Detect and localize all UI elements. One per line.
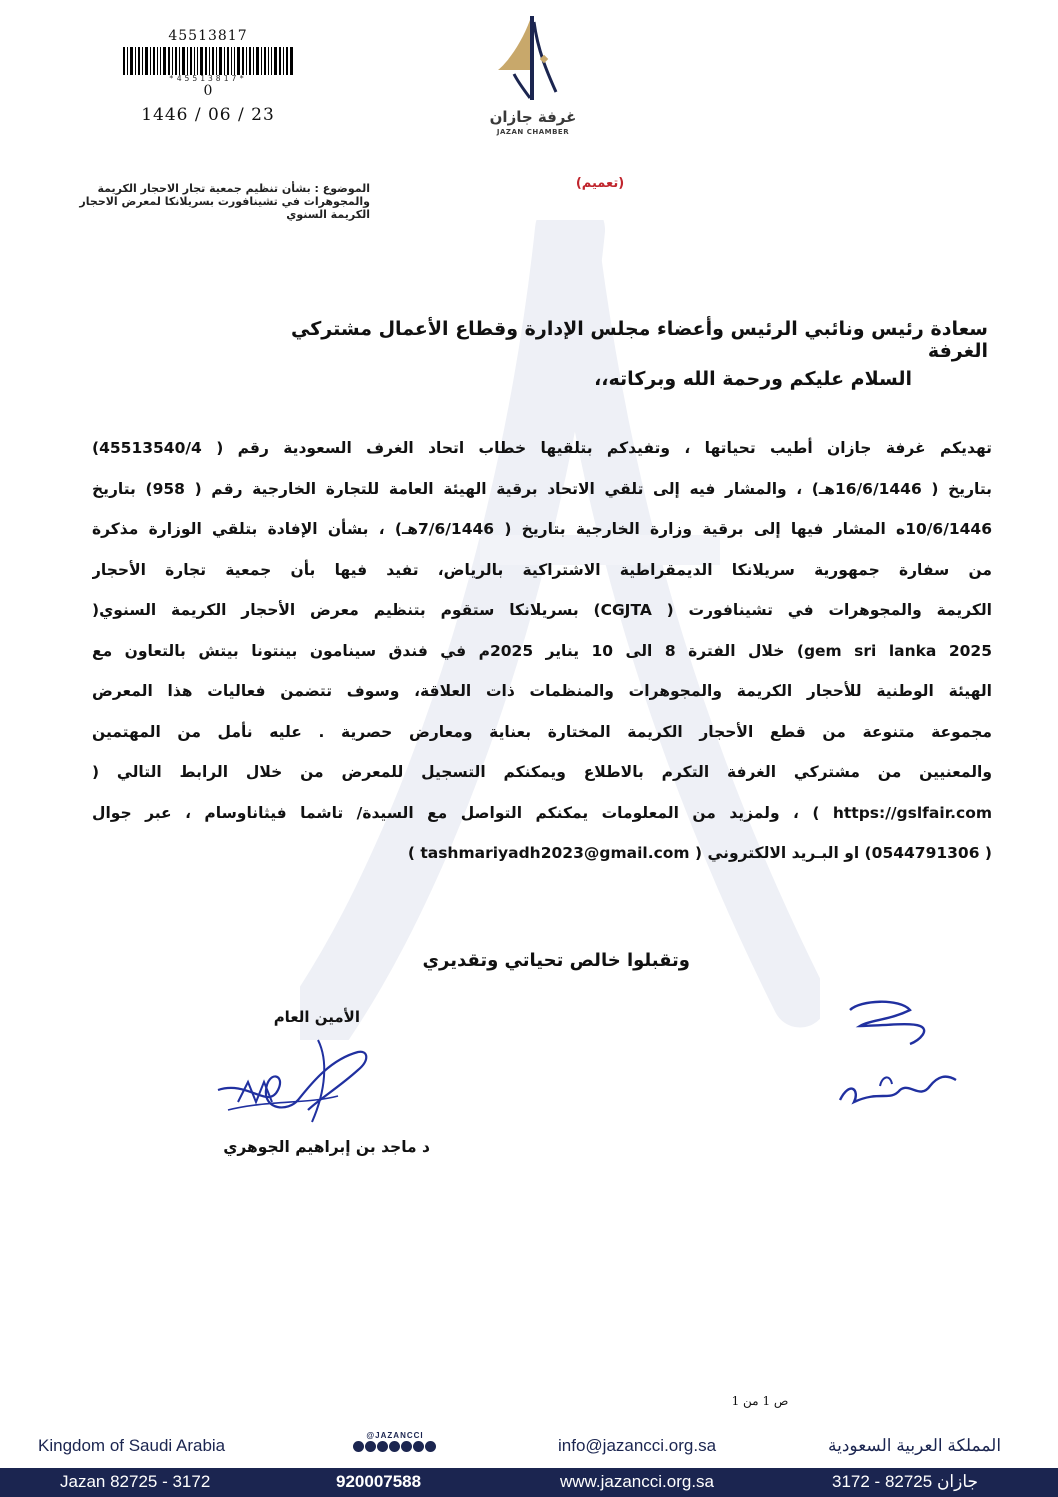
closing: وتقبلوا خالص تحياتي وتقديري: [422, 950, 690, 971]
footer-address-en: Jazan 82725 - 3172: [60, 1472, 211, 1491]
body-line: 10/6/1446ه المشار فيها إلى برقية وزارة الخارجية بتاريخ ( 7/6/1446هـ) ، بشأن الإفادة بتلقي الوزارة مذكرة: [92, 520, 992, 538]
addressee: سعادة رئيس ونائبي الرئيس وأعضاء مجلس الإدارة وقطاع الأعمال مشتركي الغرفة: [291, 318, 988, 362]
letter-body: [92, 428, 992, 874]
barcode-zero: 0: [203, 83, 213, 99]
subject-line: والمجوهرات في تشينافورت بسريلانكا لمعرض الاحجار: [79, 195, 370, 208]
subject-line: الكريمة السنوي: [286, 208, 370, 221]
social-icon[interactable]: [353, 1441, 364, 1452]
body-line-link[interactable]: https://gslfair.com ) ، ولمزيد من المعلومات يمكنكم التواصل مع السيدة/ تاشما فيثاناوسام ، عبر جوال: [92, 803, 992, 822]
body-line: مجموعة متنوعة من قطع الأحجار الكريمة المختارة بعناية ومعارض حصرية . عليه نأمل من المهتمين: [92, 722, 992, 741]
signatory-title: الأمين العام: [273, 1008, 360, 1026]
social-icon[interactable]: [413, 1441, 424, 1452]
barcode-caption: *45513817*: [168, 74, 248, 83]
footer-country-en: Kingdom of Saudi Arabia: [38, 1436, 226, 1455]
social-icon[interactable]: [365, 1441, 376, 1452]
body-line: gem sri lanka 2025) خلال الفترة 8 الى 10 يناير 2025م في فندق سينامون بينتونا بيتش بالتعاون مع: [92, 641, 992, 660]
social-icon[interactable]: [389, 1441, 400, 1452]
subject: [60, 182, 370, 221]
signatory-name: د ماجد بن إبراهيم الجوهري: [223, 1138, 430, 1156]
barcode-number: 45513817: [168, 28, 248, 44]
body-line: والمعنيين من مشتركي الغرفة التكرم بالاطلاع ويمكنكم التسجيل للمعرض من خلال الرابط التالي (: [92, 763, 992, 781]
footer-bar: [0, 1468, 1058, 1497]
initial-signature-icon: [820, 990, 970, 1120]
body-line: الكريمة والمجوهرات في تشينافورت ( CGJTA) بسريلانكا ستقوم بتنظيم معرض الأحجار الكريمة السنوي(: [92, 601, 992, 619]
body-line: ( 0544791306) او البـريد الالكتروني ( tashmariyadh2023@gmail.com ): [407, 844, 992, 862]
social-icon[interactable]: [425, 1441, 436, 1452]
footer-phone[interactable]: 920007588: [336, 1472, 422, 1491]
barcode-block: [118, 28, 298, 125]
social-handle[interactable]: @JAZANCCI: [366, 1431, 424, 1440]
body-line: تهديكم غرفة جازان أطيب تحياتها ، وتفيدكم بتلقيها خطاب اتحاد الغرف السعودية رقم ( 45513540/4): [92, 439, 992, 457]
subject-line: الموضوع : بشأن تنظيم جمعية تجار الاحجار الكريمة: [97, 182, 370, 195]
social-icon[interactable]: [401, 1441, 412, 1452]
body-line: الهيئة الوطنية للأحجار الكريمة والمجوهرات والمنظمات ذات العلاقة، وسوف تتضمن فعاليات هذا المعرض: [92, 682, 992, 700]
chamber-logo: [478, 12, 588, 137]
footer-country-ar: المملكة العربية السعودية: [828, 1436, 1002, 1455]
greeting: السلام عليكم ورحمة الله وبركاته،،: [594, 368, 912, 390]
footer-address-ar: جازان 82725 - 3172: [832, 1472, 979, 1491]
body-line: بتاريخ ( 16/6/1446هـ) ، والمشار فيه إلى تلقي الاتحاد برقية الهيئة العامة للتجارة الخارجية رقم ( 958) بتاريخ: [92, 479, 992, 498]
page-number: ص 1 من 1: [731, 1394, 789, 1408]
footer-website[interactable]: www.jazancci.org.sa: [560, 1472, 715, 1491]
letter-date: 1446 / 06 / 23: [141, 105, 275, 125]
barcode-icon: [123, 47, 293, 75]
logo-text-arabic: غرفة جازان: [489, 108, 577, 126]
social-icon[interactable]: [377, 1441, 388, 1452]
chamber-logo-icon: [478, 12, 588, 107]
footer-email[interactable]: info@jazancci.org.sa: [558, 1436, 717, 1455]
social-icons: [352, 1441, 436, 1455]
logo-text-english: JAZAN CHAMBER: [496, 128, 570, 136]
circular-label: (تعميم): [575, 176, 625, 191]
body-line: من سفارة جمهورية سريلانكا الديمقراطية الاشتراكية بالرياض، تفيد فيها بأن جمعية تجارة الأحجار: [92, 560, 992, 579]
signature-icon: [208, 1030, 378, 1140]
